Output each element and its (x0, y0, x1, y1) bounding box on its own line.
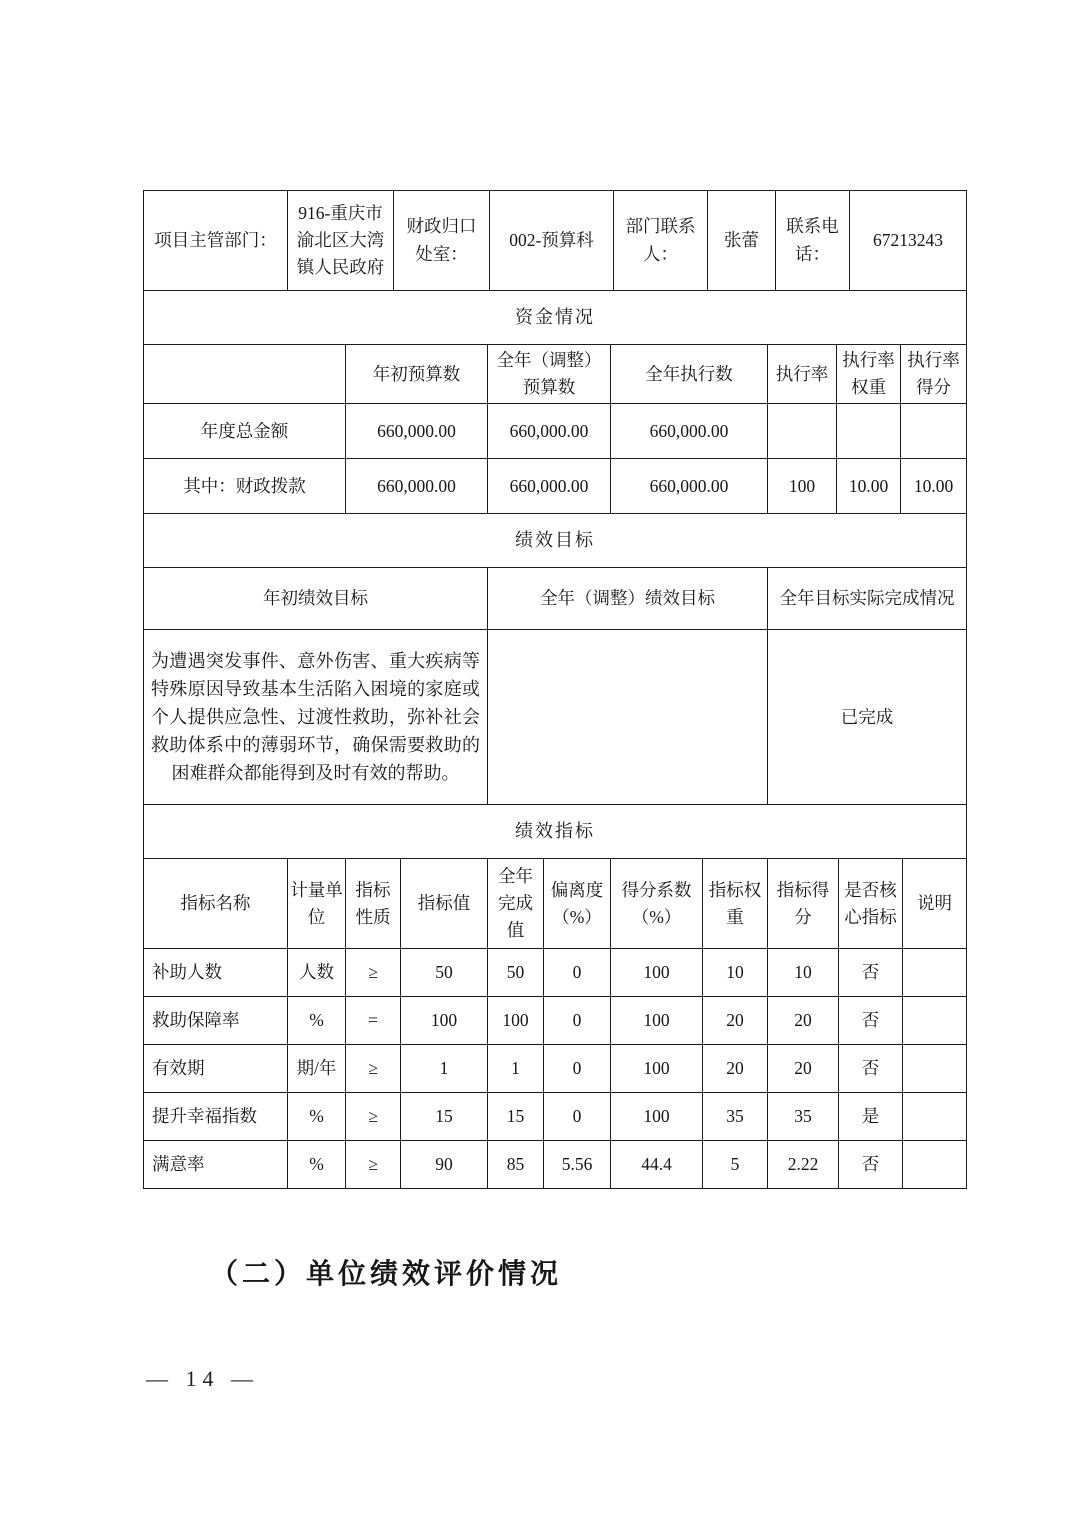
funds-row-label: 年度总金额 (144, 404, 346, 459)
indicator-cell: 人数 (288, 949, 346, 997)
actual-completion-text: 已完成 (768, 630, 967, 805)
ind-col-header-unit: 计量单位 (288, 859, 346, 949)
indicator-cell (903, 1093, 967, 1141)
indicator-cell: = (346, 997, 401, 1045)
indicator-cell: 是 (839, 1093, 903, 1141)
indicator-cell: 100 (611, 949, 703, 997)
funds-cell: 660,000.00 (346, 404, 488, 459)
contact-phone-label: 联系电话： (776, 191, 850, 291)
ind-col-header-weight: 指标权重 (703, 859, 768, 949)
indicator-cell: 100 (611, 997, 703, 1045)
funds-section-title: 资金情况 (144, 291, 967, 345)
header-info-row (144, 191, 967, 291)
indicator-cell: 1 (488, 1045, 544, 1093)
indicator-cell: 10 (703, 949, 768, 997)
indicator-cell (903, 997, 967, 1045)
indicator-name: 救助保障率 (144, 997, 288, 1045)
indicator-cell: 否 (839, 1045, 903, 1093)
ind-col-header-core: 是否核心指标 (839, 859, 903, 949)
funds-col-header-initial-budget: 年初预算数 (346, 345, 488, 404)
indicator-cell: 否 (839, 1141, 903, 1189)
funds-row-fiscal (144, 459, 967, 514)
ind-col-header-score: 指标得分 (768, 859, 839, 949)
funds-column-header-row (144, 345, 967, 404)
page-number: — 14 — (146, 1366, 259, 1391)
indicator-cell: 20 (703, 997, 768, 1045)
indicator-cell: ≥ (346, 1093, 401, 1141)
indicator-row (144, 949, 967, 997)
indicator-cell: 否 (839, 997, 903, 1045)
funds-cell: 660,000.00 (346, 459, 488, 514)
indicator-cell: 44.4 (611, 1141, 703, 1189)
indicator-cell: 50 (401, 949, 488, 997)
funds-table (143, 290, 967, 514)
ind-col-header-name: 指标名称 (144, 859, 288, 949)
project-department-label: 项目主管部门： (144, 191, 288, 291)
finance-office-label: 财政归口处室： (394, 191, 490, 291)
indicator-cell: % (288, 1141, 346, 1189)
indicator-cell: 90 (401, 1141, 488, 1189)
indicators-banner-row (144, 805, 967, 859)
indicator-cell (903, 949, 967, 997)
indicator-cell: 1 (401, 1045, 488, 1093)
indicator-cell: 100 (611, 1045, 703, 1093)
indicator-cell: ≥ (346, 1141, 401, 1189)
indicator-cell: 5.56 (544, 1141, 611, 1189)
indicator-name: 有效期 (144, 1045, 288, 1093)
indicator-cell: ≥ (346, 1045, 401, 1093)
adjusted-goal-text (488, 630, 768, 805)
goals-col-header-initial: 年初绩效目标 (144, 568, 488, 630)
funds-cell: 660,000.00 (488, 459, 611, 514)
indicators-column-header-row (144, 859, 967, 949)
ind-col-header-completed: 全年完成值 (488, 859, 544, 949)
funds-banner-row (144, 291, 967, 345)
ind-col-header-note: 说明 (903, 859, 967, 949)
contact-person-value: 张蕾 (708, 191, 776, 291)
funds-col-header-rate-weight: 执行率权重 (837, 345, 901, 404)
goals-column-header-row (144, 568, 967, 630)
funds-cell: 660,000.00 (488, 404, 611, 459)
funds-cell: 10.00 (837, 459, 901, 514)
funds-cell (768, 404, 837, 459)
indicator-cell: % (288, 1093, 346, 1141)
indicator-cell: 20 (768, 997, 839, 1045)
funds-col-header-rate-score: 执行率得分 (901, 345, 967, 404)
funds-cell: 660,000.00 (611, 459, 768, 514)
funds-col-header-execution-rate: 执行率 (768, 345, 837, 404)
funds-cell: 10.00 (901, 459, 967, 514)
ind-col-header-nature: 指标性质 (346, 859, 401, 949)
indicator-cell: % (288, 997, 346, 1045)
funds-row-total (144, 404, 967, 459)
indicator-cell: 0 (544, 1093, 611, 1141)
ind-col-header-target: 指标值 (401, 859, 488, 949)
goals-content-row (144, 630, 967, 805)
indicator-cell (903, 1141, 967, 1189)
funds-col-header-adjusted-budget: 全年（调整）预算数 (488, 345, 611, 404)
ind-col-header-deviation: 偏离度（%） (544, 859, 611, 949)
goals-col-header-adjusted: 全年（调整）绩效目标 (488, 568, 768, 630)
indicator-cell: 100 (488, 997, 544, 1045)
indicator-cell: 35 (768, 1093, 839, 1141)
performance-evaluation-table (143, 190, 967, 1189)
indicator-cell: 85 (488, 1141, 544, 1189)
goals-table (143, 513, 967, 805)
indicator-cell: 20 (768, 1045, 839, 1093)
project-department-value: 916-重庆市渝北区大湾镇人民政府 (288, 191, 394, 291)
goals-col-header-actual: 全年目标实际完成情况 (768, 568, 967, 630)
funds-cell: 660,000.00 (611, 404, 768, 459)
indicator-name: 提升幸福指数 (144, 1093, 288, 1141)
indicator-cell: 10 (768, 949, 839, 997)
header-info-table (143, 190, 967, 291)
indicator-row (144, 1141, 967, 1189)
funds-cell: 100 (768, 459, 837, 514)
funds-row-label: 其中：财政拨款 (144, 459, 346, 514)
indicator-row (144, 997, 967, 1045)
indicator-cell: 35 (703, 1093, 768, 1141)
indicator-row (144, 1045, 967, 1093)
indicator-cell: 0 (544, 949, 611, 997)
indicator-cell: 15 (401, 1093, 488, 1141)
indicator-cell (903, 1045, 967, 1093)
indicator-cell: 期/年 (288, 1045, 346, 1093)
indicator-cell: 15 (488, 1093, 544, 1141)
finance-office-value: 002-预算科 (490, 191, 614, 291)
indicators-section-title: 绩效指标 (144, 805, 967, 859)
indicator-cell: 0 (544, 997, 611, 1045)
indicator-cell: 20 (703, 1045, 768, 1093)
indicator-cell: ≥ (346, 949, 401, 997)
funds-col-header-executed: 全年执行数 (611, 345, 768, 404)
goals-banner-row (144, 514, 967, 568)
contact-person-label: 部门联系人： (614, 191, 708, 291)
indicator-cell: 100 (611, 1093, 703, 1141)
funds-cell (837, 404, 901, 459)
ind-col-header-score-coef: 得分系数（%） (611, 859, 703, 949)
funds-col-header-blank (144, 345, 346, 404)
indicator-cell: 5 (703, 1141, 768, 1189)
indicator-name: 满意率 (144, 1141, 288, 1189)
indicator-cell: 0 (544, 1045, 611, 1093)
funds-cell (901, 404, 967, 459)
indicator-cell: 100 (401, 997, 488, 1045)
section-heading: （二）单位绩效评价情况 (210, 1259, 563, 1290)
indicator-cell: 否 (839, 949, 903, 997)
indicator-cell: 50 (488, 949, 544, 997)
goals-section-title: 绩效目标 (144, 514, 967, 568)
contact-phone-value: 67213243 (850, 191, 967, 291)
indicator-name: 补助人数 (144, 949, 288, 997)
indicator-cell: 2.22 (768, 1141, 839, 1189)
indicator-row (144, 1093, 967, 1141)
initial-goal-text: 为遭遇突发事件、意外伤害、重大疾病等特殊原因导致基本生活陷入困境的家庭或个人提供应急性、过渡性救助，弥补社会救助体系中的薄弱环节，确保需要救助的困难群众都能得到及时有效的帮助。 (144, 630, 488, 805)
indicators-table (143, 804, 967, 1189)
